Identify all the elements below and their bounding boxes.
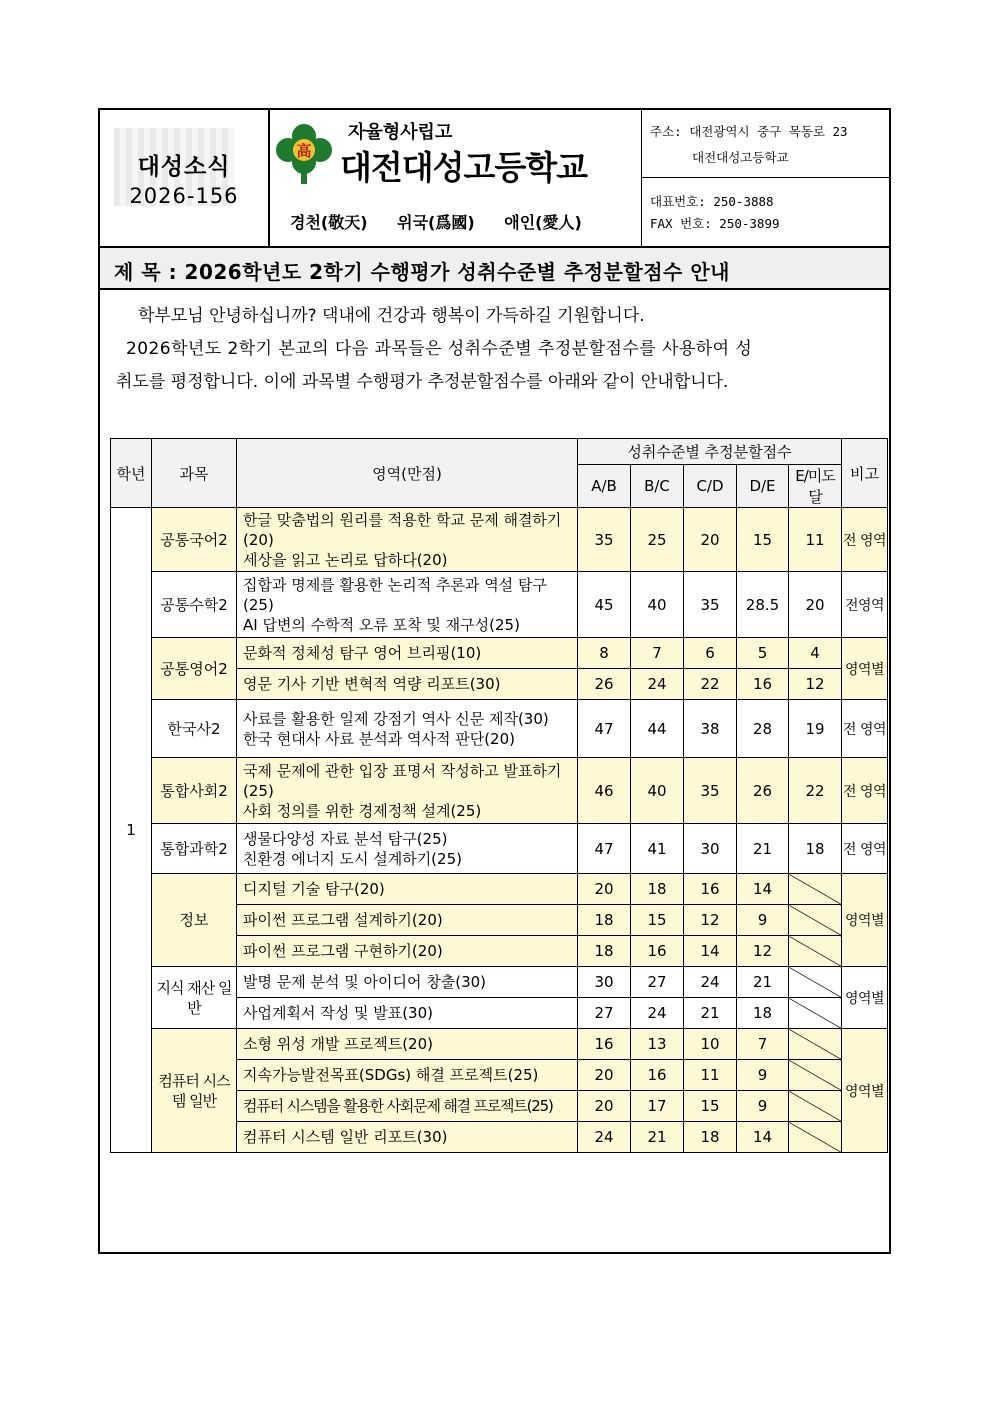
score-cell-de: 9 [737, 1060, 789, 1091]
score-cell-ab: 35 [578, 508, 631, 572]
subject-cell: 공통국어2 [152, 508, 237, 572]
score-cell-cd: 10 [684, 1029, 737, 1060]
score-cell-ab: 27 [578, 998, 631, 1029]
score-cell-cd: 16 [684, 874, 737, 905]
header-note: 비고 [842, 439, 888, 508]
score-cell-ab: 18 [578, 936, 631, 967]
subject-cell: 지식 재산 일반 [152, 967, 237, 1029]
score-cell-cd: 18 [684, 1122, 737, 1153]
note-cell: 전 영역 [842, 824, 888, 874]
score-cell-de: 7 [737, 1029, 789, 1060]
area-cell: 소형 위성 개발 프로젝트(20) [237, 1029, 578, 1060]
table-row [111, 700, 888, 758]
score-cell-e [789, 1029, 842, 1060]
newsletter-badge [100, 110, 268, 246]
score-cell-de: 12 [737, 936, 789, 967]
motto-item: 애인(愛人) [504, 213, 582, 232]
score-cell-cd: 6 [684, 638, 737, 669]
score-cell-e [789, 874, 842, 905]
table-row [111, 1029, 888, 1060]
score-cell-e: 19 [789, 700, 842, 758]
area-cell: 사업계획서 작성 및 발표(30) [237, 998, 578, 1029]
area-cell: 사료를 활용한 일제 강점기 역사 신문 제작(30) 한국 현대사 사료 분석과 역사적 판단(20) [237, 700, 578, 758]
area-cell: 생물다양성 자료 분석 탐구(25) 친환경 에너지 도시 설계하기(25) [237, 824, 578, 874]
school-logo-icon [274, 122, 334, 186]
cut-score-table [110, 438, 888, 1153]
score-cell-e: 11 [789, 508, 842, 572]
score-cell-e [789, 1122, 842, 1153]
motto-item: 위국(爲國) [397, 213, 475, 232]
note-cell: 전 영역 [842, 758, 888, 824]
score-cell-de: 28.5 [737, 572, 789, 638]
score-cell-e [789, 905, 842, 936]
score-cell-bc: 41 [631, 824, 684, 874]
score-cell-ab: 47 [578, 700, 631, 758]
note-cell: 전 영역 [842, 700, 888, 758]
newsletter-number: 2026-156 [129, 184, 239, 208]
score-cell-ab: 26 [578, 669, 631, 700]
note-cell: 영역별 [842, 1029, 888, 1153]
address-school: 대전대성고등학교 [692, 150, 789, 165]
score-cell-bc: 15 [631, 905, 684, 936]
score-cell-de: 14 [737, 874, 789, 905]
header-cut-group: 성취수준별 추정분할점수 [578, 439, 842, 465]
intro-line: 2026학년도 2학기 본교의 다음 과목들은 성취수준별 추정분할점수를 사용하여 성 [126, 339, 753, 359]
score-cell-cd: 11 [684, 1060, 737, 1091]
score-cell-bc: 17 [631, 1091, 684, 1122]
score-cell-bc: 18 [631, 874, 684, 905]
svg-text:高: 高 [296, 142, 312, 160]
document-title: 제 목 : 2026학년도 2학기 수행평가 성취수준별 추정분할점수 안내 [114, 260, 730, 284]
subject-cell: 통합사회2 [152, 758, 237, 824]
table-row [111, 758, 888, 824]
score-cell-de: 16 [737, 669, 789, 700]
newsletter-title: 대성소식 [137, 154, 231, 180]
score-cell-de: 21 [737, 824, 789, 874]
table-body [111, 508, 888, 1153]
score-cell-ab: 47 [578, 824, 631, 874]
address: 주소: 대전광역시 중구 목동로 23 [650, 124, 848, 139]
note-cell: 영역별 [842, 874, 888, 967]
score-cell-cd: 22 [684, 669, 737, 700]
header-ab: A/B [578, 465, 631, 508]
school-motto [290, 210, 604, 233]
area-cell: 국제 문제에 관한 입장 표명서 작성하고 발표하기(25) 사회 정의를 위한 경제정책 설계(25) [237, 758, 578, 824]
school-type: 자율형사립고 [348, 122, 453, 143]
subject-cell: 정보 [152, 874, 237, 967]
score-cell-de: 9 [737, 1091, 789, 1122]
score-cell-cd: 24 [684, 967, 737, 998]
score-cell-cd: 30 [684, 824, 737, 874]
score-cell-bc: 40 [631, 572, 684, 638]
score-cell-bc: 16 [631, 936, 684, 967]
area-cell: 컴퓨터 시스템 일반 리포트(30) [237, 1122, 578, 1153]
header-e: E/미도달 [789, 465, 842, 508]
table-row [111, 572, 888, 638]
score-cell-de: 15 [737, 508, 789, 572]
area-cell: 지속가능발전목표(SDGs) 해결 프로젝트(25) [237, 1060, 578, 1091]
score-cell-ab: 45 [578, 572, 631, 638]
subject-cell: 한국사2 [152, 700, 237, 758]
table-row [111, 508, 888, 572]
score-cell-cd: 14 [684, 936, 737, 967]
score-cell-de: 14 [737, 1122, 789, 1153]
score-cell-ab: 20 [578, 1091, 631, 1122]
score-cell-e: 22 [789, 758, 842, 824]
score-cell-ab: 24 [578, 1122, 631, 1153]
score-cell-bc: 44 [631, 700, 684, 758]
school-name: 대전대성고등학교 [340, 148, 588, 187]
header-area: 영역(만점) [237, 439, 578, 508]
score-cell-ab: 18 [578, 905, 631, 936]
score-cell-cd: 38 [684, 700, 737, 758]
score-cell-de: 5 [737, 638, 789, 669]
note-cell: 영역별 [842, 638, 888, 700]
score-cell-e [789, 1091, 842, 1122]
score-cell-cd: 35 [684, 758, 737, 824]
note-cell: 전 영역 [842, 508, 888, 572]
document-title-bar [100, 246, 889, 290]
score-cell-de: 9 [737, 905, 789, 936]
score-cell-e [789, 967, 842, 998]
score-cell-bc: 40 [631, 758, 684, 824]
intro-line: 학부모님 안녕하십니까? 댁내에 건강과 행복이 가득하길 기원합니다. [138, 306, 645, 326]
subject-cell: 통합과학2 [152, 824, 237, 874]
table-row [111, 874, 888, 905]
area-cell: 파이썬 프로그램 설계하기(20) [237, 905, 578, 936]
area-cell: 집합과 명제를 활용한 논리적 추론과 역설 탐구(25) AI 답변의 수학적 오류 포착 및 재구성(25) [237, 572, 578, 638]
table-row [111, 638, 888, 669]
score-cell-e: 12 [789, 669, 842, 700]
score-cell-cd: 12 [684, 905, 737, 936]
subject-cell: 컴퓨터 시스템 일반 [152, 1029, 237, 1153]
score-cell-cd: 21 [684, 998, 737, 1029]
score-cell-ab: 20 [578, 874, 631, 905]
score-cell-e [789, 998, 842, 1029]
score-cell-e: 4 [789, 638, 842, 669]
subject-cell: 공통영어2 [152, 638, 237, 700]
score-cell-e: 20 [789, 572, 842, 638]
score-cell-de: 18 [737, 998, 789, 1029]
score-cell-bc: 16 [631, 1060, 684, 1091]
score-cell-bc: 24 [631, 669, 684, 700]
header-grade: 학년 [111, 439, 152, 508]
area-cell: 디지털 기술 탐구(20) [237, 874, 578, 905]
motto-item: 경천(敬天) [290, 213, 368, 232]
area-cell: 영문 기사 기반 변혁적 역량 리포트(30) [237, 669, 578, 700]
note-cell: 영역별 [842, 967, 888, 1029]
header-de: D/E [737, 465, 789, 508]
score-cell-bc: 25 [631, 508, 684, 572]
score-cell-ab: 8 [578, 638, 631, 669]
fax-number: FAX 번호: 250-3899 [650, 216, 780, 231]
score-cell-de: 28 [737, 700, 789, 758]
score-cell-ab: 20 [578, 1060, 631, 1091]
phone-number: 대표번호: 250-3888 [650, 194, 774, 209]
score-cell-bc: 27 [631, 967, 684, 998]
table-row [111, 967, 888, 998]
area-cell: 문화적 정체성 탐구 영어 브리핑(10) [237, 638, 578, 669]
score-cell-bc: 24 [631, 998, 684, 1029]
subject-cell: 공통수학2 [152, 572, 237, 638]
intro-line: 취도를 평정합니다. 이에 과목별 수행평가 추정분할점수를 아래와 같이 안내합니다. [116, 372, 729, 392]
grade-cell: 1 [111, 508, 152, 1153]
score-cell-ab: 46 [578, 758, 631, 824]
header [100, 110, 889, 246]
score-cell-de: 26 [737, 758, 789, 824]
score-cell-bc: 7 [631, 638, 684, 669]
area-cell: 컴퓨터 시스템을 활용한 사회문제 해결 프로젝트(25) [237, 1091, 578, 1122]
area-cell: 발명 문제 분석 및 아이디어 창출(30) [237, 967, 578, 998]
intro-text [116, 300, 876, 399]
header-bc: B/C [631, 465, 684, 508]
header-subject: 과목 [152, 439, 237, 508]
score-cell-bc: 13 [631, 1029, 684, 1060]
newsletter-frame [98, 108, 891, 1254]
score-cell-e [789, 936, 842, 967]
score-cell-cd: 15 [684, 1091, 737, 1122]
score-cell-ab: 16 [578, 1029, 631, 1060]
area-cell: 한글 맞춤법의 원리를 적용한 학교 문제 해결하기(20) 세상을 읽고 논리로 답하다(20) [237, 508, 578, 572]
area-cell: 파이썬 프로그램 구현하기(20) [237, 936, 578, 967]
table-row [111, 824, 888, 874]
score-cell-bc: 21 [631, 1122, 684, 1153]
score-cell-e [789, 1060, 842, 1091]
header-cd: C/D [684, 465, 737, 508]
score-cell-ab: 30 [578, 967, 631, 998]
score-cell-cd: 20 [684, 508, 737, 572]
score-cell-cd: 35 [684, 572, 737, 638]
score-cell-de: 21 [737, 967, 789, 998]
note-cell: 전영역 [842, 572, 888, 638]
score-cell-e: 18 [789, 824, 842, 874]
